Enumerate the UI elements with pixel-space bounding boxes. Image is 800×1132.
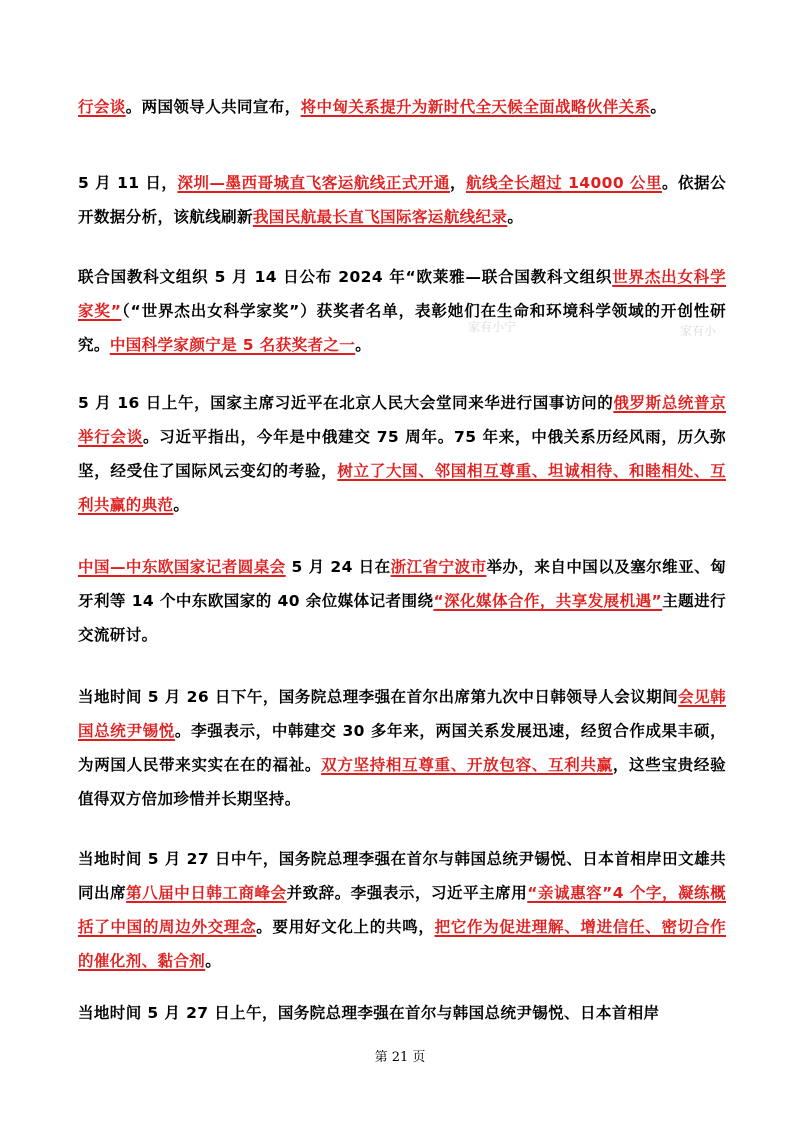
body-text: 当地时间 5 月 26 日下午，国务院总理李强在首尔出席第九次中日韩领导人会议期间 [78,688,679,706]
page-number: 第 21 页 [374,1050,426,1065]
body-text: 5 月 24 日在 [285,558,391,576]
body-text: 。依据公开数据分析，该航线刷新 [78,174,726,226]
paragraph [78,680,726,816]
paragraph [78,842,726,978]
watermark: 家有小 [680,324,717,338]
body-text: 5 月 11 日， [78,174,178,192]
body-text: 当地时间 5 月 27 日上午，国务院总理李强在首尔与韩国总统尹锡悦、日本首相岸 [78,1004,660,1022]
body-text: 。 [205,952,222,970]
body-text: 。要用好文化上的共鸣， [256,918,435,936]
body-text: 。两国领导人共同宣布， [125,98,301,116]
body-text: 。 [507,208,524,226]
highlighted-text: 浙江省宁波市 [390,558,487,576]
body-text: 当地时间 5 月 27 日中午，国务院总理李强在首尔与韩国总统尹锡悦、日本首相岸田文雄共同出席 [78,850,726,902]
body-text: 。 [650,98,667,116]
highlighted-text: 世界杰出女科学家奖” [78,268,726,320]
paragraph [78,996,726,1030]
highlighted-text: 将中匈关系提升为新时代全天候全面战略伙伴关系 [300,98,651,116]
highlighted-text: 第八届中日韩工商峰会 [126,884,287,902]
paragraph [78,550,726,652]
body-text: 举办，来自中国以及塞尔维亚、匈牙利等 14 个中东欧国家的 40 余位媒体记者围绕 [78,558,726,610]
highlighted-text: “深化媒体合作，共享发展机遇” [433,592,663,610]
highlighted-text: 会见韩国总统尹锡悦 [78,688,727,740]
watermark: 家有小宁 [468,320,517,334]
highlighted-text: “亲诚惠容”4 个字，凝练概括了中国的周边外交理念 [78,884,727,936]
highlighted-text: 俄罗斯总统普京举行会谈 [78,394,726,446]
paragraph [78,90,726,124]
body-text: 5 月 16 日上午，国家主席习近平在北京人民大会堂同来华进行国事访问的 [78,394,614,412]
body-text: 。 [355,336,372,354]
highlighted-text: 中国科学家颜宁是 5 名获奖者之一 [109,336,356,354]
body-text: 并致辞。李强表示，习近平主席用 [286,884,528,902]
body-text: 。 [173,496,190,514]
highlighted-text: 中国—中东欧国家记者圆桌会 [78,558,286,576]
body-text: 联合国教科文组织 5 月 14 日公布 2024 年“欧莱雅—联合国教科文组织 [78,268,613,286]
highlighted-text: 深圳—墨西哥城直飞客运航线正式开通 [177,174,450,192]
paragraph [78,386,726,522]
highlighted-text: 行会谈 [78,98,126,116]
highlighted-text: 我国民航最长直飞国际客运航线纪录 [252,208,508,226]
paragraph [78,260,726,362]
highlighted-text: 树立了大国、邻国相互尊重、坦诚相待、和睦相处、互利共赢的典范 [78,462,726,514]
body-text: 。李强表示，中韩建交 30 多年来，两国关系发展迅速，经贸合作成果丰硕，为两国人民带来实实在在的福祉。 [78,722,727,774]
paragraph [78,166,726,234]
highlighted-text: 双方坚持相互尊重、开放包容、互利共赢 [321,756,613,774]
highlighted-text: 把它作为促进理解、增进信任、密切合作的催化剂、黏合剂 [78,918,726,970]
body-text: ， [449,174,466,192]
body-text: （“世界杰出女科学家奖”）获奖者名单，表彰她们在生命和环境科学领域的开创性研究。 [78,302,727,354]
body-text: 主题进行交流研讨。 [78,592,726,644]
body-text: 。习近平指出，今年是中俄建交 75 周年。75 年来，中俄关系历经风雨，历久弥坚，经受住了国际风云变幻的考验， [78,428,726,480]
highlighted-text: 航线全长超过 14000 公里 [465,174,662,192]
body-text: ，这些宝贵经验值得双方倍加珍惜并长期坚持。 [78,756,726,808]
